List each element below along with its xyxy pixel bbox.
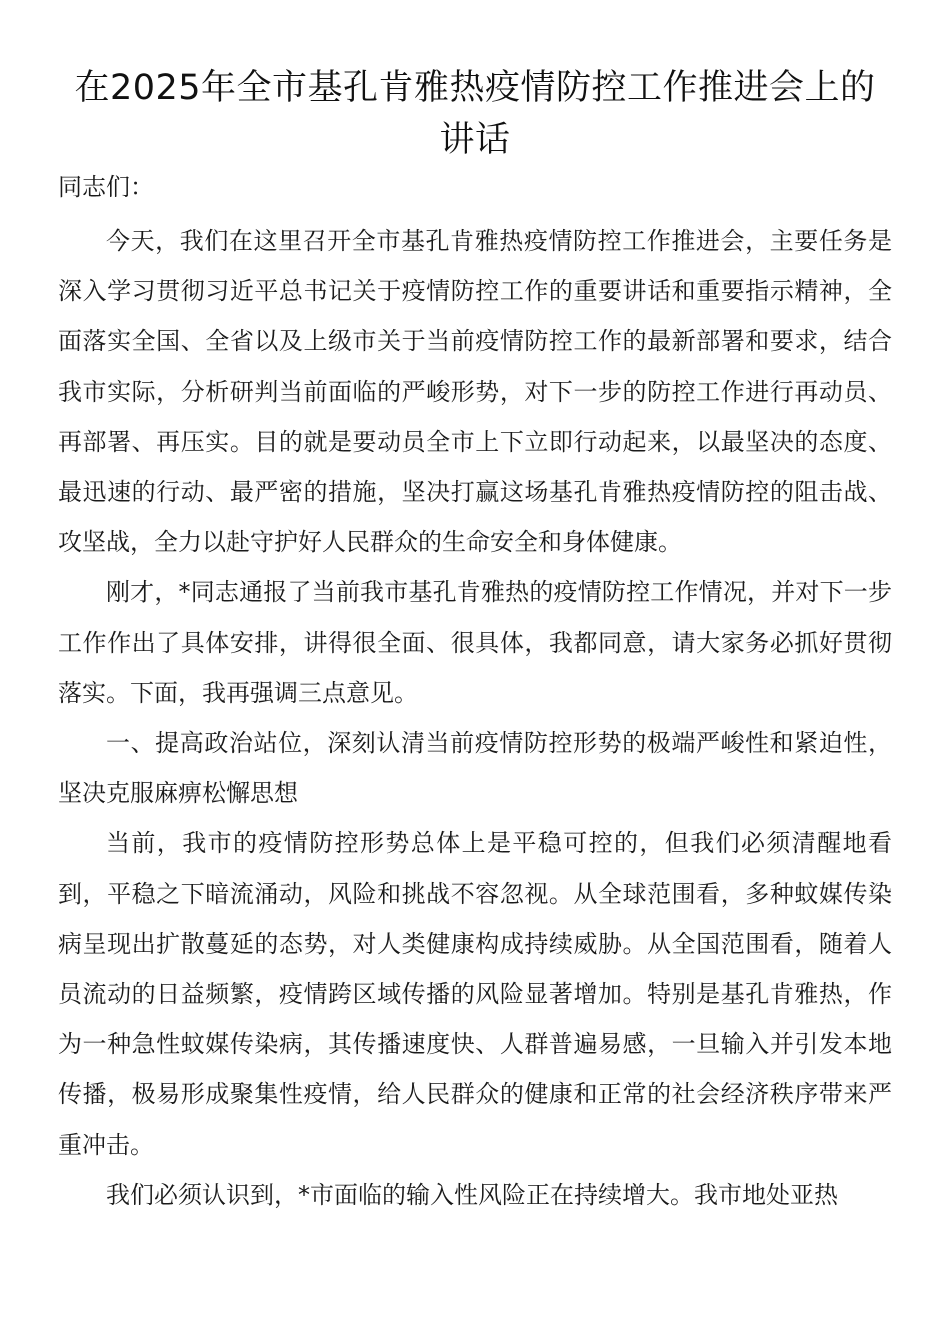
- body-paragraph: 当前，我市的疫情防控形势总体上是平稳可控的，但我们必须清醒地看到，平稳之下暗流涌动，风险和挑战不容忽视。从全球范围看，多种蚊媒传染病呈现出扩散蔓延的态势，对人类健康构成持续威胁。从全国范围看，随着人员流动的日益频繁，疫情跨区域传播的风险显著增加。特别是基孔肯雅热，作为一种急性蚊媒传染病，其传播速度快、人群普遍易感，一旦输入并引发本地传播，极易形成聚集性疫情，给人民群众的健康和正常的社会经济秩序带来严重冲击。: [58, 829, 892, 1159]
- body-paragraph: 今天，我们在这里召开全市基孔肯雅热疫情防控工作推进会，主要任务是深入学习贯彻习近平总书记关于疫情防控工作的重要讲话和重要指示精神，全面落实全国、全省以及上级市关于当前疫情防控工作的最新部署和要求，结合我市实际，分析研判当前面临的严峻形势，对下一步的防控工作进行再动员、再部署、再压实。目的就是要动员全市上下立即行动起来，以最坚决的态度、最迅速的行动、最严密的措施，坚决打赢这场基孔肯雅热疫情防控的阻击战、攻坚战，全力以赴守护好人民群众的生命安全和身体健康。: [58, 227, 892, 557]
- body-paragraph: 我们必须认识到，*市面临的输入性风险正在持续增大。我市地处亚热: [106, 1180, 838, 1209]
- body-paragraph: 刚才，*同志通报了当前我市基孔肯雅热的疫情防控工作情况，并对下一步工作作出了具体安排，讲得很全面、很具体，我都同意，请大家务必抓好贯彻落实。下面，我再强调三点意见。: [58, 578, 892, 707]
- document-title: 在2025年全市基孔肯雅热疫情防控工作推进会上的讲话: [74, 68, 876, 160]
- section-heading: 一、提高政治站位，深刻认清当前疫情防控形势的极端严峻性和紧迫性，坚决克服麻痹松懈思想: [58, 729, 892, 808]
- document-page: [58, 62, 892, 1220]
- salutation: 同志们：: [58, 173, 154, 201]
